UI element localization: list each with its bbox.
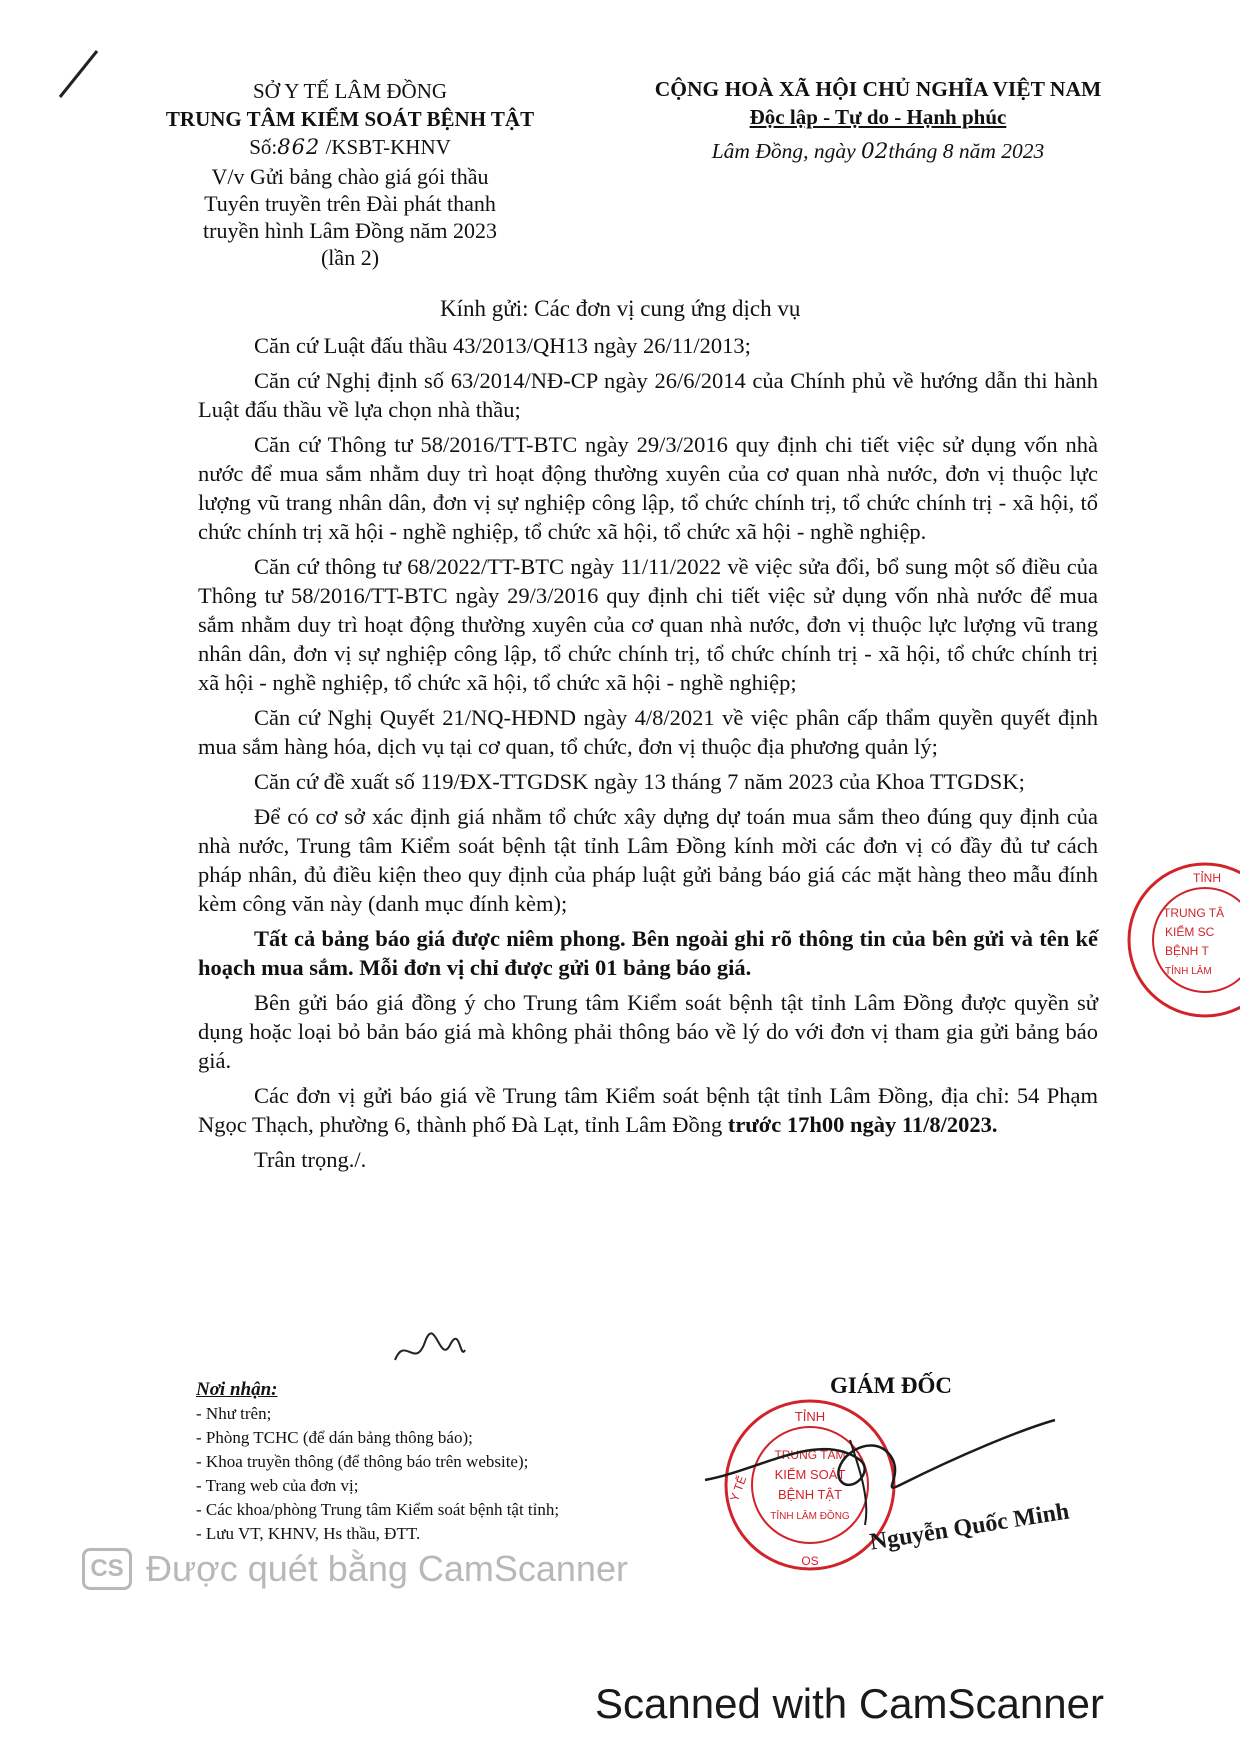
stamp-line: TỈNH LÂM ĐỒNG xyxy=(770,1511,850,1522)
paragraph: Căn cứ thông tư 68/2022/TT-BTC ngày 11/11/2022 về việc sửa đổi, bổ sung một số điều của Thông tư 58/2016/TT-BTC ngày 29/3/2016 quy định chi tiết việc sử dụng vốn nhà nước để mua sắm nhằm duy trì hoạt động thường xuyên của cơ quan nhà nước, đơn vị thuộc lực lượng vũ trang nhân dân, đơn vị sự nghiệp công lập, tổ chức chính trị, tổ chức chính trị - xã hội, tổ chức chính trị xã hội - nghề nghiệp, tổ chức xã hội, tổ chức xã hội - nghề nghiệp; xyxy=(198,554,1098,695)
pen-mark xyxy=(55,45,105,105)
recipient-item: - Như trên; xyxy=(196,1404,272,1423)
stamp-ring-bottom: OS xyxy=(801,1554,819,1568)
ministry-name: SỞ Y TẾ LÂM ĐỒNG xyxy=(252,79,448,103)
national-motto: Độc lập - Tự do - Hạnh phúc xyxy=(749,105,1007,129)
stamp-line: TRUNG TÂM xyxy=(774,1448,846,1462)
initials-signature xyxy=(390,1330,470,1375)
camscanner-logo-icon: CS xyxy=(82,1548,132,1590)
side-stamp-ring-top: TỈNH xyxy=(1193,871,1221,885)
recipient-item: - Các khoa/phòng Trung tâm Kiểm soát bệnh tật tỉnh; xyxy=(196,1500,560,1519)
bold-paragraph: Tất cả bảng báo giá được niêm phong. Bên ngoài ghi rõ thông tin của bên gửi và tên kế hoạch mua sắm. Mỗi đơn vị chỉ được gửi 01 bảng báo giá. xyxy=(198,926,1098,980)
subject-line: V/v Gửi bảng chào giá gói thầu xyxy=(211,164,489,189)
stamp-ring-top: TỈNH xyxy=(794,1409,826,1424)
paragraph-consent: Bên gửi báo giá đồng ý cho Trung tâm Kiểm soát bệnh tật tỉnh Lâm Đồng được quyền sử dụng hoặc loại bỏ bản báo giá mà không phải thông báo về lý do với đơn vị tham gia gửi bảng báo giá. xyxy=(198,990,1098,1073)
stamp-line: BỆNH TẬT xyxy=(777,1487,843,1502)
recipients-block xyxy=(196,1378,716,1546)
paragraph-address: Các đơn vị gửi báo giá về Trung tâm Kiểm soát bệnh tật tỉnh Lâm Đồng, địa chỉ: 54 Phạm Ngọc Thạch, phường 6, thành phố Đà Lạt, tỉnh Lâm Đồng trước 17h00 ngày 11/8/2023. xyxy=(198,1083,1098,1137)
stamp-ring-left: Y TẾ xyxy=(727,1473,750,1504)
header-left xyxy=(140,77,560,271)
header-right xyxy=(608,75,1148,166)
subject-line: Tuyên truyền trên Đài phát thanh xyxy=(204,191,496,216)
closing: Trân trọng./. xyxy=(254,1147,367,1172)
side-stamp-line: KIỂM SC xyxy=(1165,925,1215,939)
recipients-title: Nơi nhận: xyxy=(196,1379,278,1400)
paragraph: Căn cứ Luật đấu thầu 43/2013/QH13 ngày 26/11/2013; xyxy=(254,333,751,358)
recipient-item: - Lưu VT, KHNV, Hs thầu, ĐTT. xyxy=(196,1524,421,1543)
paragraph: Căn cứ Thông tư 58/2016/TT-BTC ngày 29/3/2016 quy định chi tiết việc sử dụng vốn nhà nước để mua sắm nhằm duy trì hoạt động thường xuyên của cơ quan nhà nước, đơn vị thuộc lực lượng vũ trang nhân dân, đơn vị sự nghiệp công lập, tổ chức chính trị, tổ chức chính trị - xã hội, tổ chức chính trị xã hội - nghề nghiệp, tổ chức xã hội, tổ chức xã hội - nghề nghiệp. xyxy=(198,432,1098,544)
issue-date: Lâm Đồng, ngày 02tháng 8 năm 2023 xyxy=(711,139,1045,164)
paragraph: Căn cứ đề xuất số 119/ĐX-TTGDSK ngày 13 tháng 7 năm 2023 của Khoa TTGDSK; xyxy=(254,769,1025,794)
paragraph: Để có cơ sở xác định giá nhằm tổ chức xây dựng dự toán mua sắm theo đúng quy định của nhà nước, Trung tâm Kiểm soát bệnh tật tỉnh Lâm Đồng kính mời các đơn vị có đầy đủ tư cách pháp nhân, đủ điều kiện theo quy định của pháp luật gửi bảng báo giá các mặt hàng theo mẫu đính kèm công văn này (danh mục đính kèm); xyxy=(198,804,1098,916)
deadline: trước 17h00 ngày 11/8/2023. xyxy=(727,1112,998,1137)
side-stamp-line: BỆNH T xyxy=(1165,944,1209,958)
side-stamp-line: TỈNH LÂM xyxy=(1165,966,1212,977)
recipient-item: - Phòng TCHC (để dán bảng thông báo); xyxy=(196,1428,473,1447)
footer-scanned-text: Scanned with CamScanner xyxy=(595,1680,1104,1727)
recipient-item: - Khoa truyền thông (để thông báo trên website); xyxy=(196,1452,529,1471)
handwritten-day: 02 xyxy=(861,139,889,164)
side-stamp xyxy=(1095,860,1240,1030)
recipient-item: - Trang web của đơn vị; xyxy=(196,1476,359,1495)
subject-line: (lần 2) xyxy=(320,245,380,270)
subject-line: truyền hình Lâm Đồng năm 2023 xyxy=(203,218,497,243)
camscanner-watermark xyxy=(82,1548,628,1590)
handwritten-doc-number: 862 xyxy=(277,135,321,159)
country-name: CỘNG HOÀ XÃ HỘI CHỦ NGHĨA VIỆT NAM xyxy=(654,77,1102,101)
signer-name: Nguyễn Quốc Minh xyxy=(868,1498,1071,1556)
paragraph: Căn cứ Nghị định số 63/2014/NĐ-CP ngày 26/6/2014 của Chính phủ về hướng dẫn thi hành Luật đấu thầu về lựa chọn nhà thầu; xyxy=(198,368,1098,422)
document-number: Số:862 /KSBT-KHNV xyxy=(249,135,451,159)
document-body xyxy=(198,331,1098,1180)
subject-block xyxy=(140,163,560,271)
side-stamp-line: TRUNG TÂ xyxy=(1163,906,1225,920)
paragraph: Căn cứ Nghị Quyết 21/NQ-HĐND ngày 4/8/2021 về việc phân cấp thẩm quyền quyết định mua sắm hàng hóa, dịch vụ tại cơ quan, tổ chức, đơn vị thuộc địa phương quản lý; xyxy=(198,705,1098,759)
watermark-text: Được quét bằng CamScanner xyxy=(146,1548,628,1589)
signature-title: GIÁM ĐỐC xyxy=(830,1373,953,1398)
stamp-line: KIỂM SOÁT xyxy=(774,1467,846,1482)
agency-name: TRUNG TÂM KIỂM SOÁT BỆNH TẬT xyxy=(165,107,535,131)
salutation: Kính gửi: Các đơn vị cung ứng dịch vụ xyxy=(440,296,801,321)
